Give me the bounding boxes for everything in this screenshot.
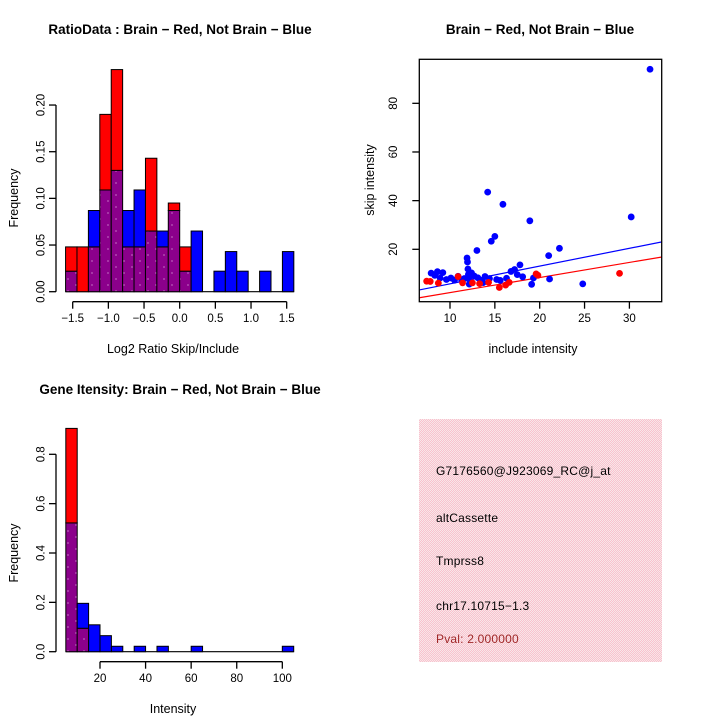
scatter-point-red	[535, 272, 542, 279]
ratio_hist-x-tick-label: 1.0	[243, 313, 260, 325]
scatter-point-red	[459, 279, 466, 286]
scatter-point-red	[616, 270, 623, 277]
hist-bar-blue	[191, 231, 202, 292]
gene_intensity_hist-y-tick-label: 0.8	[35, 446, 48, 463]
ratio_hist-x-tick-label: 1.5	[278, 313, 295, 325]
gene_intensity_hist-x-tick-label: 60	[184, 673, 198, 685]
hist-bar-overlap	[123, 247, 134, 292]
hist-bar-blue	[77, 603, 88, 628]
intensity-histogram-xlabel: Intensity	[149, 702, 197, 716]
ratio_hist-x-tick-label: −1.0	[97, 313, 120, 325]
hist-bar-overlap	[66, 271, 77, 292]
scatter-title: Brain − Red, Not Brain − Blue	[445, 22, 635, 37]
scatter-plot	[360, 0, 720, 360]
hist-bar-overlap	[134, 247, 145, 292]
gene_intensity_hist-x-tick-label: 80	[230, 673, 244, 685]
hist-bar-blue	[157, 646, 168, 651]
hist-bar-blue	[237, 271, 248, 292]
scatter-ylabel: skip intensity	[363, 144, 377, 216]
hist-bar-red	[145, 158, 156, 231]
scatter-point-blue	[628, 214, 635, 221]
hist-bar-red	[180, 247, 191, 271]
scatter-point-blue	[500, 201, 507, 208]
hist-bar-overlap	[66, 523, 77, 652]
pval-text: Pval: 2.000000	[436, 632, 519, 646]
ratio_hist-x-tick-label: −1.5	[61, 313, 85, 325]
scatter-x-tick-label: 20	[533, 313, 547, 325]
panel-info	[360, 360, 720, 720]
scatter-plot-area	[419, 66, 662, 298]
gene_intensity_hist-x-tick-label: 20	[93, 673, 107, 685]
scatter-x-tick-label: 15	[488, 313, 502, 325]
hist-bar-overlap	[145, 231, 156, 292]
hist-bar-red	[77, 247, 88, 292]
scatter-point-blue	[545, 252, 552, 259]
panel-scatter	[360, 0, 720, 360]
scatter-point-blue	[484, 189, 491, 196]
hist-bar-overlap	[77, 628, 88, 651]
gene_intensity_hist-x-tick-label: 40	[139, 673, 152, 685]
intensity-histogram-title: Gene Itensity: Brain − Red, Not Brain − Blue	[39, 382, 321, 397]
scatter-x-tick-label: 10	[443, 313, 457, 325]
gene_intensity_hist-y-tick-label: 0.0	[35, 643, 48, 660]
ratio-histogram-title: RatioData : Brain − Red, Not Brain − Blue	[48, 22, 312, 37]
scatter-y-tick-label: 20	[388, 242, 400, 256]
scatter-xlabel: include intensity	[488, 342, 578, 356]
ratio_hist-y-tick-label: 0.10	[35, 187, 48, 210]
scatter-y-tick-label: 80	[388, 96, 400, 110]
hist-bar-red	[168, 203, 179, 210]
panel-intensity-histogram	[0, 360, 360, 720]
hist-bar-red	[100, 114, 111, 190]
hist-bar-blue	[157, 231, 168, 247]
scatter-point-red	[435, 280, 442, 287]
scatter-point-blue	[464, 259, 471, 266]
hist-bar-blue	[111, 646, 122, 651]
gene_intensity_hist-x-tick-label: 100	[272, 673, 292, 685]
scatter-y-tick-label: 40	[388, 194, 400, 208]
scatter-point-blue	[579, 280, 586, 287]
scatter-point-blue	[647, 66, 654, 73]
hist-bar-overlap	[100, 190, 111, 292]
ratio_hist-y-tick-label: 0.05	[35, 233, 48, 257]
ratio-histogram-ylabel: Frequency	[7, 168, 21, 228]
gene_intensity_hist-y-tick-label: 0.6	[35, 495, 48, 512]
scatter-point-red	[427, 278, 434, 285]
genomic-locus-text: chr17.10715−1.3	[436, 599, 530, 613]
hist-bar-blue	[123, 211, 134, 247]
scatter-point-red	[455, 273, 462, 280]
hist-bar-blue	[282, 646, 293, 651]
gene-symbol-text: Tmprss8	[436, 554, 485, 568]
scatter-point-blue	[497, 277, 504, 284]
splice-event-type-text: altCassette	[436, 511, 499, 525]
hist-bar-blue	[225, 252, 236, 292]
scatter-point-blue	[519, 273, 526, 280]
hist-bar-overlap	[168, 211, 179, 292]
scatter-y-tick-label: 60	[388, 145, 400, 159]
ratio-histogram-plot	[0, 0, 360, 360]
scatter-point-blue	[517, 261, 524, 268]
hist-bar-overlap	[111, 170, 122, 291]
gene_intensity_hist-y-tick-label: 0.4	[35, 545, 48, 561]
scatter-point-blue	[526, 217, 533, 224]
ratio_hist-y-tick-label: 0.15	[35, 140, 48, 163]
hist-bar-blue	[89, 625, 100, 652]
scatter-point-red	[506, 279, 513, 286]
intensity-histogram-plot	[0, 360, 360, 720]
probe-id-text: G7176560@J923069_RC@j_at	[436, 464, 611, 478]
panel-ratio-histogram	[0, 0, 360, 360]
hist-bar-red	[111, 70, 122, 171]
ratio_hist-x-tick-label: 0.5	[207, 313, 224, 325]
hist-bar-overlap	[157, 247, 168, 292]
hist-bar-blue	[134, 190, 145, 247]
scatter-point-red	[496, 284, 503, 291]
scatter-point-red	[476, 280, 483, 287]
ratio_hist-y-tick-label: 0.20	[35, 93, 48, 117]
hist-bar-blue	[134, 646, 145, 651]
scatter-point-blue	[474, 247, 481, 254]
scatter-x-tick-label: 25	[578, 313, 591, 325]
scatter-point-blue	[546, 276, 553, 283]
hist-bar-overlap	[180, 271, 191, 292]
hist-bar-blue	[88, 211, 99, 247]
hist-bar-blue	[260, 271, 271, 292]
hist-bar-blue	[100, 636, 111, 652]
gene_intensity_hist-y-tick-label: 0.2	[35, 594, 48, 611]
scatter-point-blue	[491, 233, 498, 240]
scatter-point-blue	[439, 269, 446, 276]
info-box	[419, 419, 662, 662]
scatter-point-blue	[556, 245, 563, 252]
hist-bar-red	[66, 428, 77, 523]
hist-bar-blue	[282, 252, 293, 292]
ratio-histogram-xlabel: Log2 Ratio Skip/Include	[106, 342, 240, 356]
hist-bar-blue	[214, 271, 225, 292]
ratio_hist-y-tick-label: 0.00	[35, 280, 48, 303]
intensity-histogram-ylabel: Frequency	[7, 523, 21, 583]
scatter-point-red	[469, 279, 476, 286]
hist-bar-overlap	[88, 247, 99, 292]
hist-bar-blue	[191, 646, 202, 651]
scatter-point-red	[485, 279, 492, 286]
scatter-point-blue	[528, 281, 535, 288]
hist-bar-red	[66, 247, 77, 271]
ratio_hist-x-tick-label: −0.5	[132, 313, 156, 325]
ratio_hist-x-tick-label: 0.0	[171, 313, 188, 325]
scatter-x-tick-label: 30	[623, 313, 636, 325]
